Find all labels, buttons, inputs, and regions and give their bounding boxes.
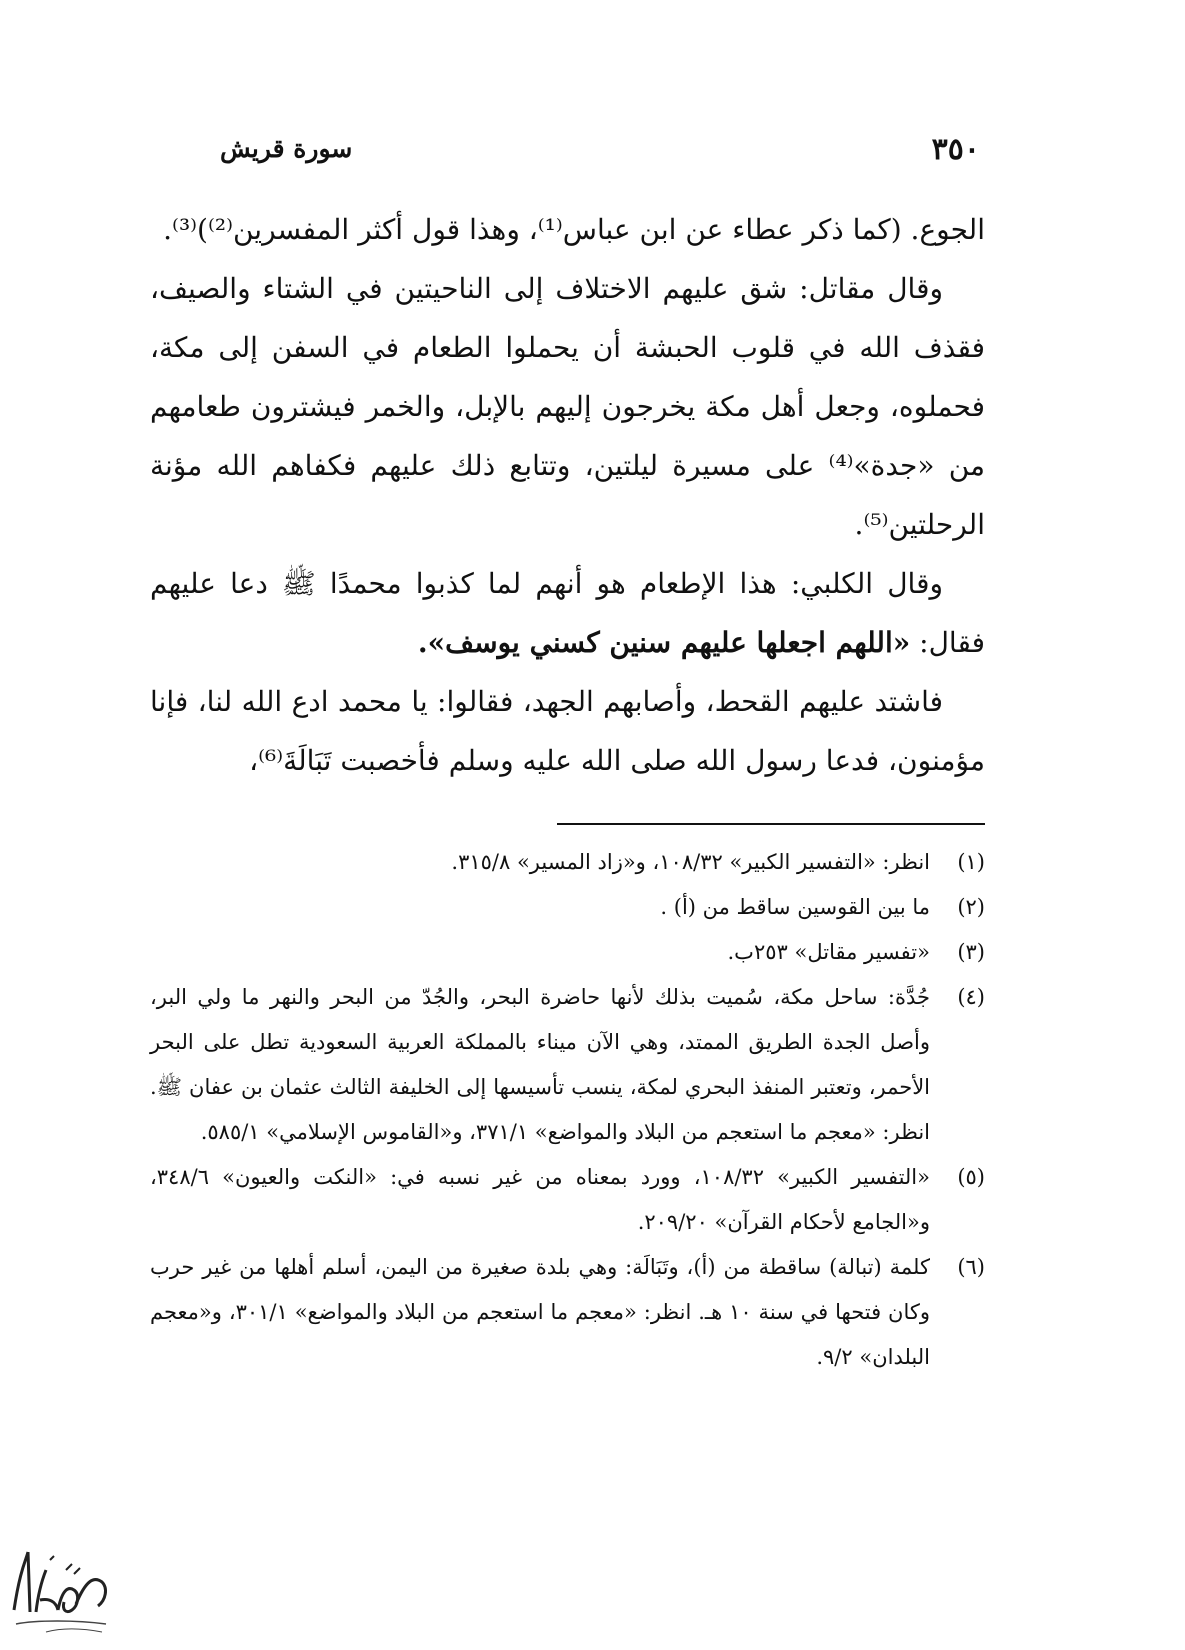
footnote <box>150 1245 985 1380</box>
paragraph-3 <box>150 554 985 672</box>
calligraphy-logo-svg <box>6 1540 116 1645</box>
footnote-number: (٢) <box>957 895 985 919</box>
footnote-text: كلمة (تبالة) ساقطة من (أ)، وتَبَالَة: وهي بلدة صغيرة من اليمن، أسلم أهلها من غير حرب وكان فتحها في سنة ١٠ هـ. انظر: «معجم ما استعجم من البلاد والمواضع» ٣٠١/١، و«معجم البلدان» ٩/٢. <box>150 1255 930 1369</box>
footnote-text: «التفسير الكبير» ١٠٨/٣٢، وورد بمعناه من غير نسبه في: «النكت والعيون» ٣٤٨/٦، و«الجامع لأحكام القرآن» ٢٠٩/٢٠. <box>150 1165 930 1234</box>
footnotes <box>150 840 985 1380</box>
page-number: ٣٥٠ <box>931 132 980 167</box>
running-title: سورة قريش <box>220 134 353 163</box>
footnote <box>150 885 985 930</box>
footnote <box>150 840 985 885</box>
paragraph-3-quote: «اللهم اجعلها عليهم سنين كسني يوسف». <box>417 626 911 659</box>
paragraph-3-intro: وقال الكلبي: هذا الإطعام هو أنهم لما كذبوا محمدًا ﷺ دعا عليهم فقال: <box>150 567 985 659</box>
paragraph-2: وقال مقاتل: شق عليهم الاختلاف إلى الناحيتين في الشتاء والصيف، فقذف الله في قلوب الحبشة أن يحملوا الطعام في السفن إلى مكة، فحملوه، وجعل أهل مكة يخرجون إليهم بالإبل، والخمر فيشترون طعامهم من «جدة»⁽⁴⁾ على مسيرة ليلتين، وتتابع ذلك عليهم فكفاهم الله مؤنة الرحلتين⁽⁵⁾. <box>150 272 986 541</box>
footnote-separator <box>557 823 985 825</box>
footnote <box>150 1155 985 1245</box>
footnote-text: ما بين القوسين ساقط من (أ) . <box>660 895 930 919</box>
footnote-number: (٦) <box>957 1255 985 1279</box>
main-text <box>150 200 985 790</box>
footnote-number: (٣) <box>957 940 985 964</box>
footnote-text: انظر: «التفسير الكبير» ١٠٨/٣٢، و«زاد المسير» ٣١٥/٨. <box>451 850 930 874</box>
page-header <box>220 132 980 176</box>
footnote <box>150 930 985 975</box>
footnote <box>150 975 985 1155</box>
footnote-text: جُدَّة: ساحل مكة، سُميت بذلك لأنها حاضرة البحر، والجُدّ من البحر والنهر ما ولي البر، وأصل الجدة الطريق الممتد، وهي الآن ميناء بالمملكة العربية السعودية تطل على البحر الأحمر، وتعتبر المنفذ البحري لمكة، ينسب تأسيسها إلى الخليفة الثالث عثمان بن عفان ﷺ. انظر: «معجم ما استعجم من البلاد والمواضع» ٣٧١/١، و«القاموس الإسلامي» ٥٨٥/١. <box>150 985 931 1144</box>
calligraphy-logo-icon <box>6 1540 116 1645</box>
paragraph-4: فاشتد عليهم القحط، وأصابهم الجهد، فقالوا: يا محمد ادع الله لنا، فإنا مؤمنون، فدعا رسول الله صلى الله عليه وسلم فأخصبت تَبَالَةَ⁽⁶⁾، <box>150 685 985 777</box>
footnote-number: (١) <box>957 850 985 874</box>
footnote-number: (٥) <box>957 1165 985 1189</box>
footnote-number: (٤) <box>957 985 985 1009</box>
footnote-text: «تفسير مقاتل» ٢٥٣ب. <box>727 940 930 964</box>
paragraph-1: الجوع. (كما ذكر عطاء عن ابن عباس⁽¹⁾، وهذا قول أكثر المفسرين⁽²⁾)⁽³⁾. <box>163 213 985 246</box>
